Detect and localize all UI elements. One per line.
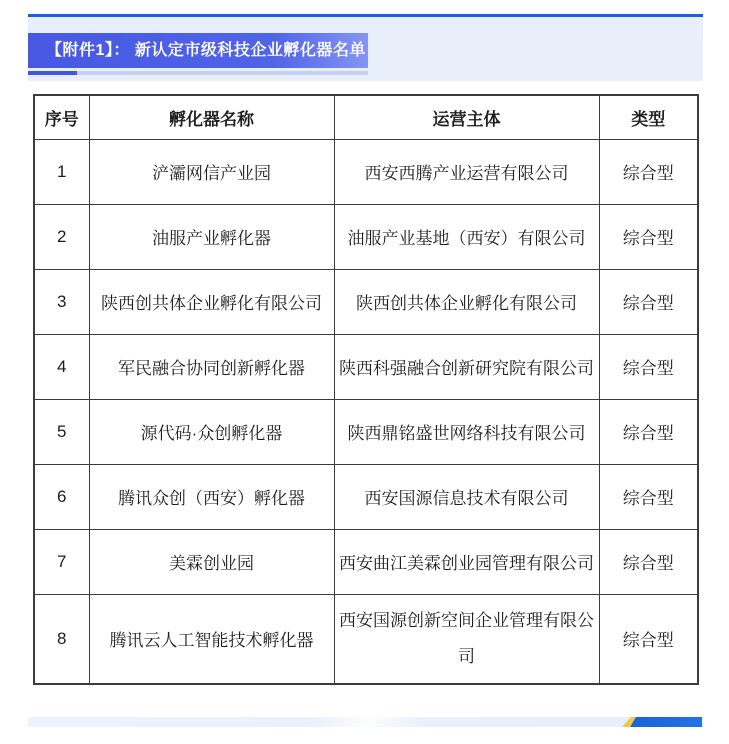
title-underline-dark-segment xyxy=(28,71,77,75)
col-header-incubator-name: 孵化器名称 xyxy=(89,95,334,139)
cell-incubator-name: 陕西创共体企业孵化有限公司 xyxy=(89,269,334,334)
col-header-type: 类型 xyxy=(599,95,698,139)
cell-index: 8 xyxy=(34,594,89,684)
title-underline xyxy=(28,71,368,75)
cell-operator: 西安曲江美霖创业园管理有限公司 xyxy=(334,529,599,594)
cell-type: 综合型 xyxy=(599,594,698,684)
footer-blue-bar xyxy=(630,717,702,727)
cell-incubator-name: 腾讯云人工智能技术孵化器 xyxy=(89,594,334,684)
cell-operator: 油服产业基地（西安）有限公司 xyxy=(334,204,599,269)
document-content xyxy=(28,14,703,685)
table-row xyxy=(34,139,698,204)
footer-shine xyxy=(298,717,438,727)
footer-band xyxy=(28,717,703,727)
cell-type: 综合型 xyxy=(599,529,698,594)
table-header-row xyxy=(34,95,698,139)
cell-index: 3 xyxy=(34,269,89,334)
table-row xyxy=(34,204,698,269)
cell-type: 综合型 xyxy=(599,139,698,204)
table-row xyxy=(34,334,698,399)
cell-operator: 陕西鼎铭盛世网络科技有限公司 xyxy=(334,399,599,464)
cell-index: 1 xyxy=(34,139,89,204)
title-underline-light-segment xyxy=(77,71,368,75)
cell-incubator-name: 浐灞网信产业园 xyxy=(89,139,334,204)
cell-incubator-name: 军民融合协同创新孵化器 xyxy=(89,334,334,399)
header-band xyxy=(28,17,703,81)
cell-type: 综合型 xyxy=(599,464,698,529)
cell-incubator-name: 腾讯众创（西安）孵化器 xyxy=(89,464,334,529)
cell-incubator-name: 油服产业孵化器 xyxy=(89,204,334,269)
table-row xyxy=(34,399,698,464)
cell-index: 7 xyxy=(34,529,89,594)
attachment-title-banner xyxy=(28,33,368,68)
cell-incubator-name: 美霖创业园 xyxy=(89,529,334,594)
attachment-title: 【附件1】： 新认定市级科技企业孵化器名单 xyxy=(46,42,366,59)
col-header-operator: 运营主体 xyxy=(334,95,599,139)
cell-index: 5 xyxy=(34,399,89,464)
table-row xyxy=(34,464,698,529)
cell-index: 4 xyxy=(34,334,89,399)
cell-incubator-name: 源代码·众创孵化器 xyxy=(89,399,334,464)
cell-operator: 西安国源信息技术有限公司 xyxy=(334,464,599,529)
cell-index: 6 xyxy=(34,464,89,529)
cell-type: 综合型 xyxy=(599,334,698,399)
cell-operator: 西安西腾产业运营有限公司 xyxy=(334,139,599,204)
incubator-table xyxy=(33,94,699,685)
cell-type: 综合型 xyxy=(599,204,698,269)
cell-type: 综合型 xyxy=(599,269,698,334)
col-header-index: 序号 xyxy=(34,95,89,139)
table-row xyxy=(34,594,698,684)
cell-operator: 西安国源创新空间企业管理有限公司 xyxy=(334,594,599,684)
cell-operator: 陕西科强融合创新研究院有限公司 xyxy=(334,334,599,399)
cell-operator: 陕西创共体企业孵化有限公司 xyxy=(334,269,599,334)
cell-index: 2 xyxy=(34,204,89,269)
cell-type: 综合型 xyxy=(599,399,698,464)
table-row xyxy=(34,529,698,594)
table-row xyxy=(34,269,698,334)
